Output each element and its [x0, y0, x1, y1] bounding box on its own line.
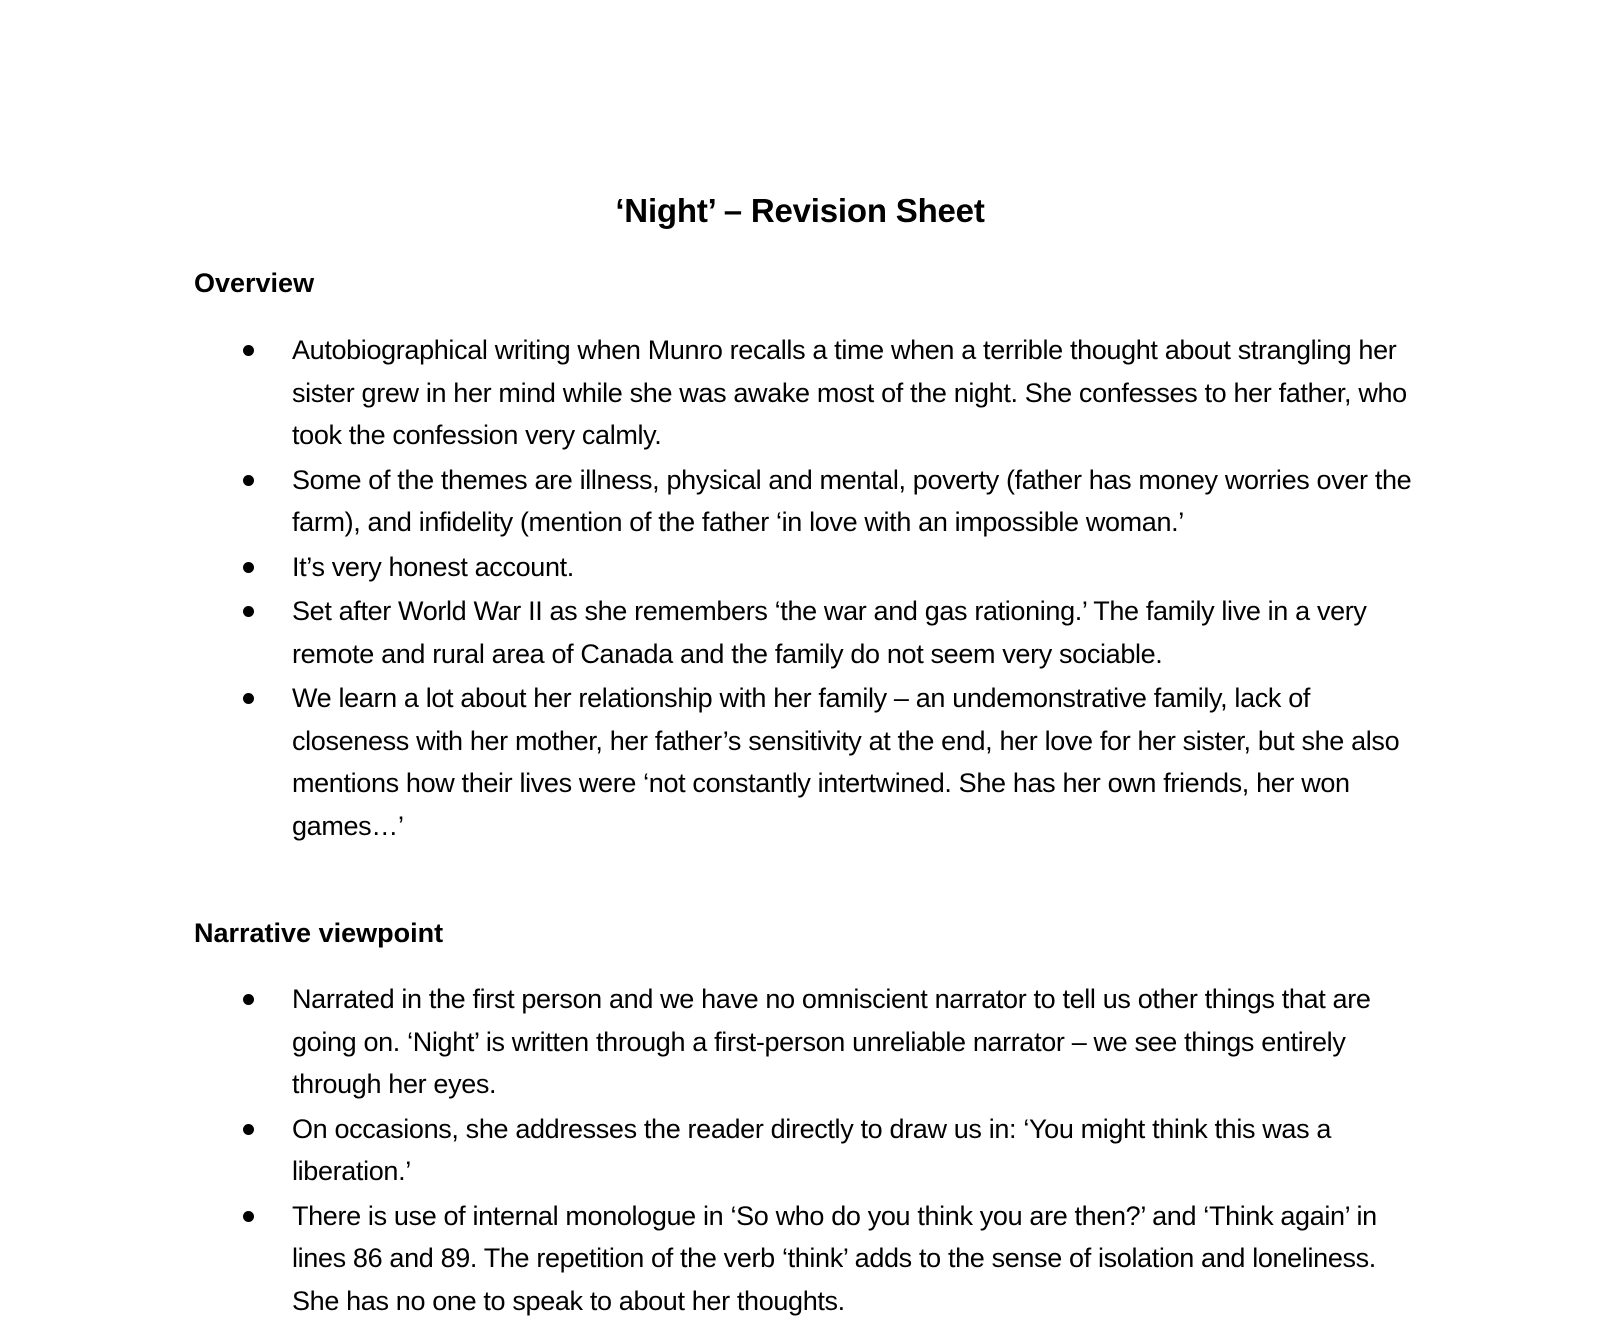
bullet-icon [243, 1124, 254, 1135]
bullet-text: Narrated in the first person and we have no omniscient narrator to tell us other things that are going on. ‘Night’ is written through a first-person unreliable narrator – we see things entirely through her eyes. [292, 984, 1371, 1099]
bullet-text: It’s very honest account. [292, 551, 574, 582]
list-item [240, 590, 1420, 675]
list-item [240, 459, 1420, 544]
bullet-icon [243, 345, 254, 356]
bullet-text: On occasions, she addresses the reader directly to draw us in: ‘You might think this was a liberation.’ [292, 1113, 1332, 1186]
bullet-text: We learn a lot about her relationship with her family – an undemonstrative family, lack of closeness with her mother, her father’s sensitivity at the end, her love for her sister, but she also mentions how their lives were ‘not constantly intertwined. She has her own friends, her won games…’ [292, 683, 1400, 841]
list-item [240, 329, 1420, 457]
bullet-text: Autobiographical writing when Munro recalls a time when a terrible thought about strangling her sister grew in her mind while she was awake most of the night. She confesses to her father, who took the confession very calmly. [292, 335, 1407, 450]
bullet-icon [243, 1211, 254, 1222]
narrative-bullet-list [240, 978, 1420, 1324]
overview-bullet-list [240, 329, 1420, 849]
bullet-text: Set after World War II as she remembers ‘the war and gas rationing.’ The family live in a very remote and rural area of Canada and the family do not seem very sociable. [292, 596, 1367, 669]
list-item [240, 677, 1420, 847]
bullet-icon [243, 994, 254, 1005]
list-item [240, 1195, 1420, 1323]
list-item [240, 546, 1420, 589]
bullet-icon [243, 562, 254, 573]
list-item [240, 1108, 1420, 1193]
bullet-icon [243, 606, 254, 617]
page-title: ‘Night’ – Revision Sheet [615, 192, 985, 229]
bullet-text: There is use of internal monologue in ‘So who do you think you are then?’ and ‘Think again’ in lines 86 and 89. The repetition of the verb ‘think’ adds to the sense of isolation and loneliness. She has no one to speak to about her thoughts. [292, 1200, 1377, 1316]
bullet-text: Some of the themes are illness, physical and mental, poverty (father has money worries over the farm), and infidelity (mention of the father ‘in love with an impossible woman.’ [292, 464, 1412, 537]
bullet-icon [243, 693, 254, 704]
section-heading-narrative-viewpoint: Narrative viewpoint [194, 918, 444, 948]
section-heading-overview: Overview [194, 268, 315, 298]
list-item [240, 978, 1420, 1106]
bullet-icon [243, 475, 254, 486]
